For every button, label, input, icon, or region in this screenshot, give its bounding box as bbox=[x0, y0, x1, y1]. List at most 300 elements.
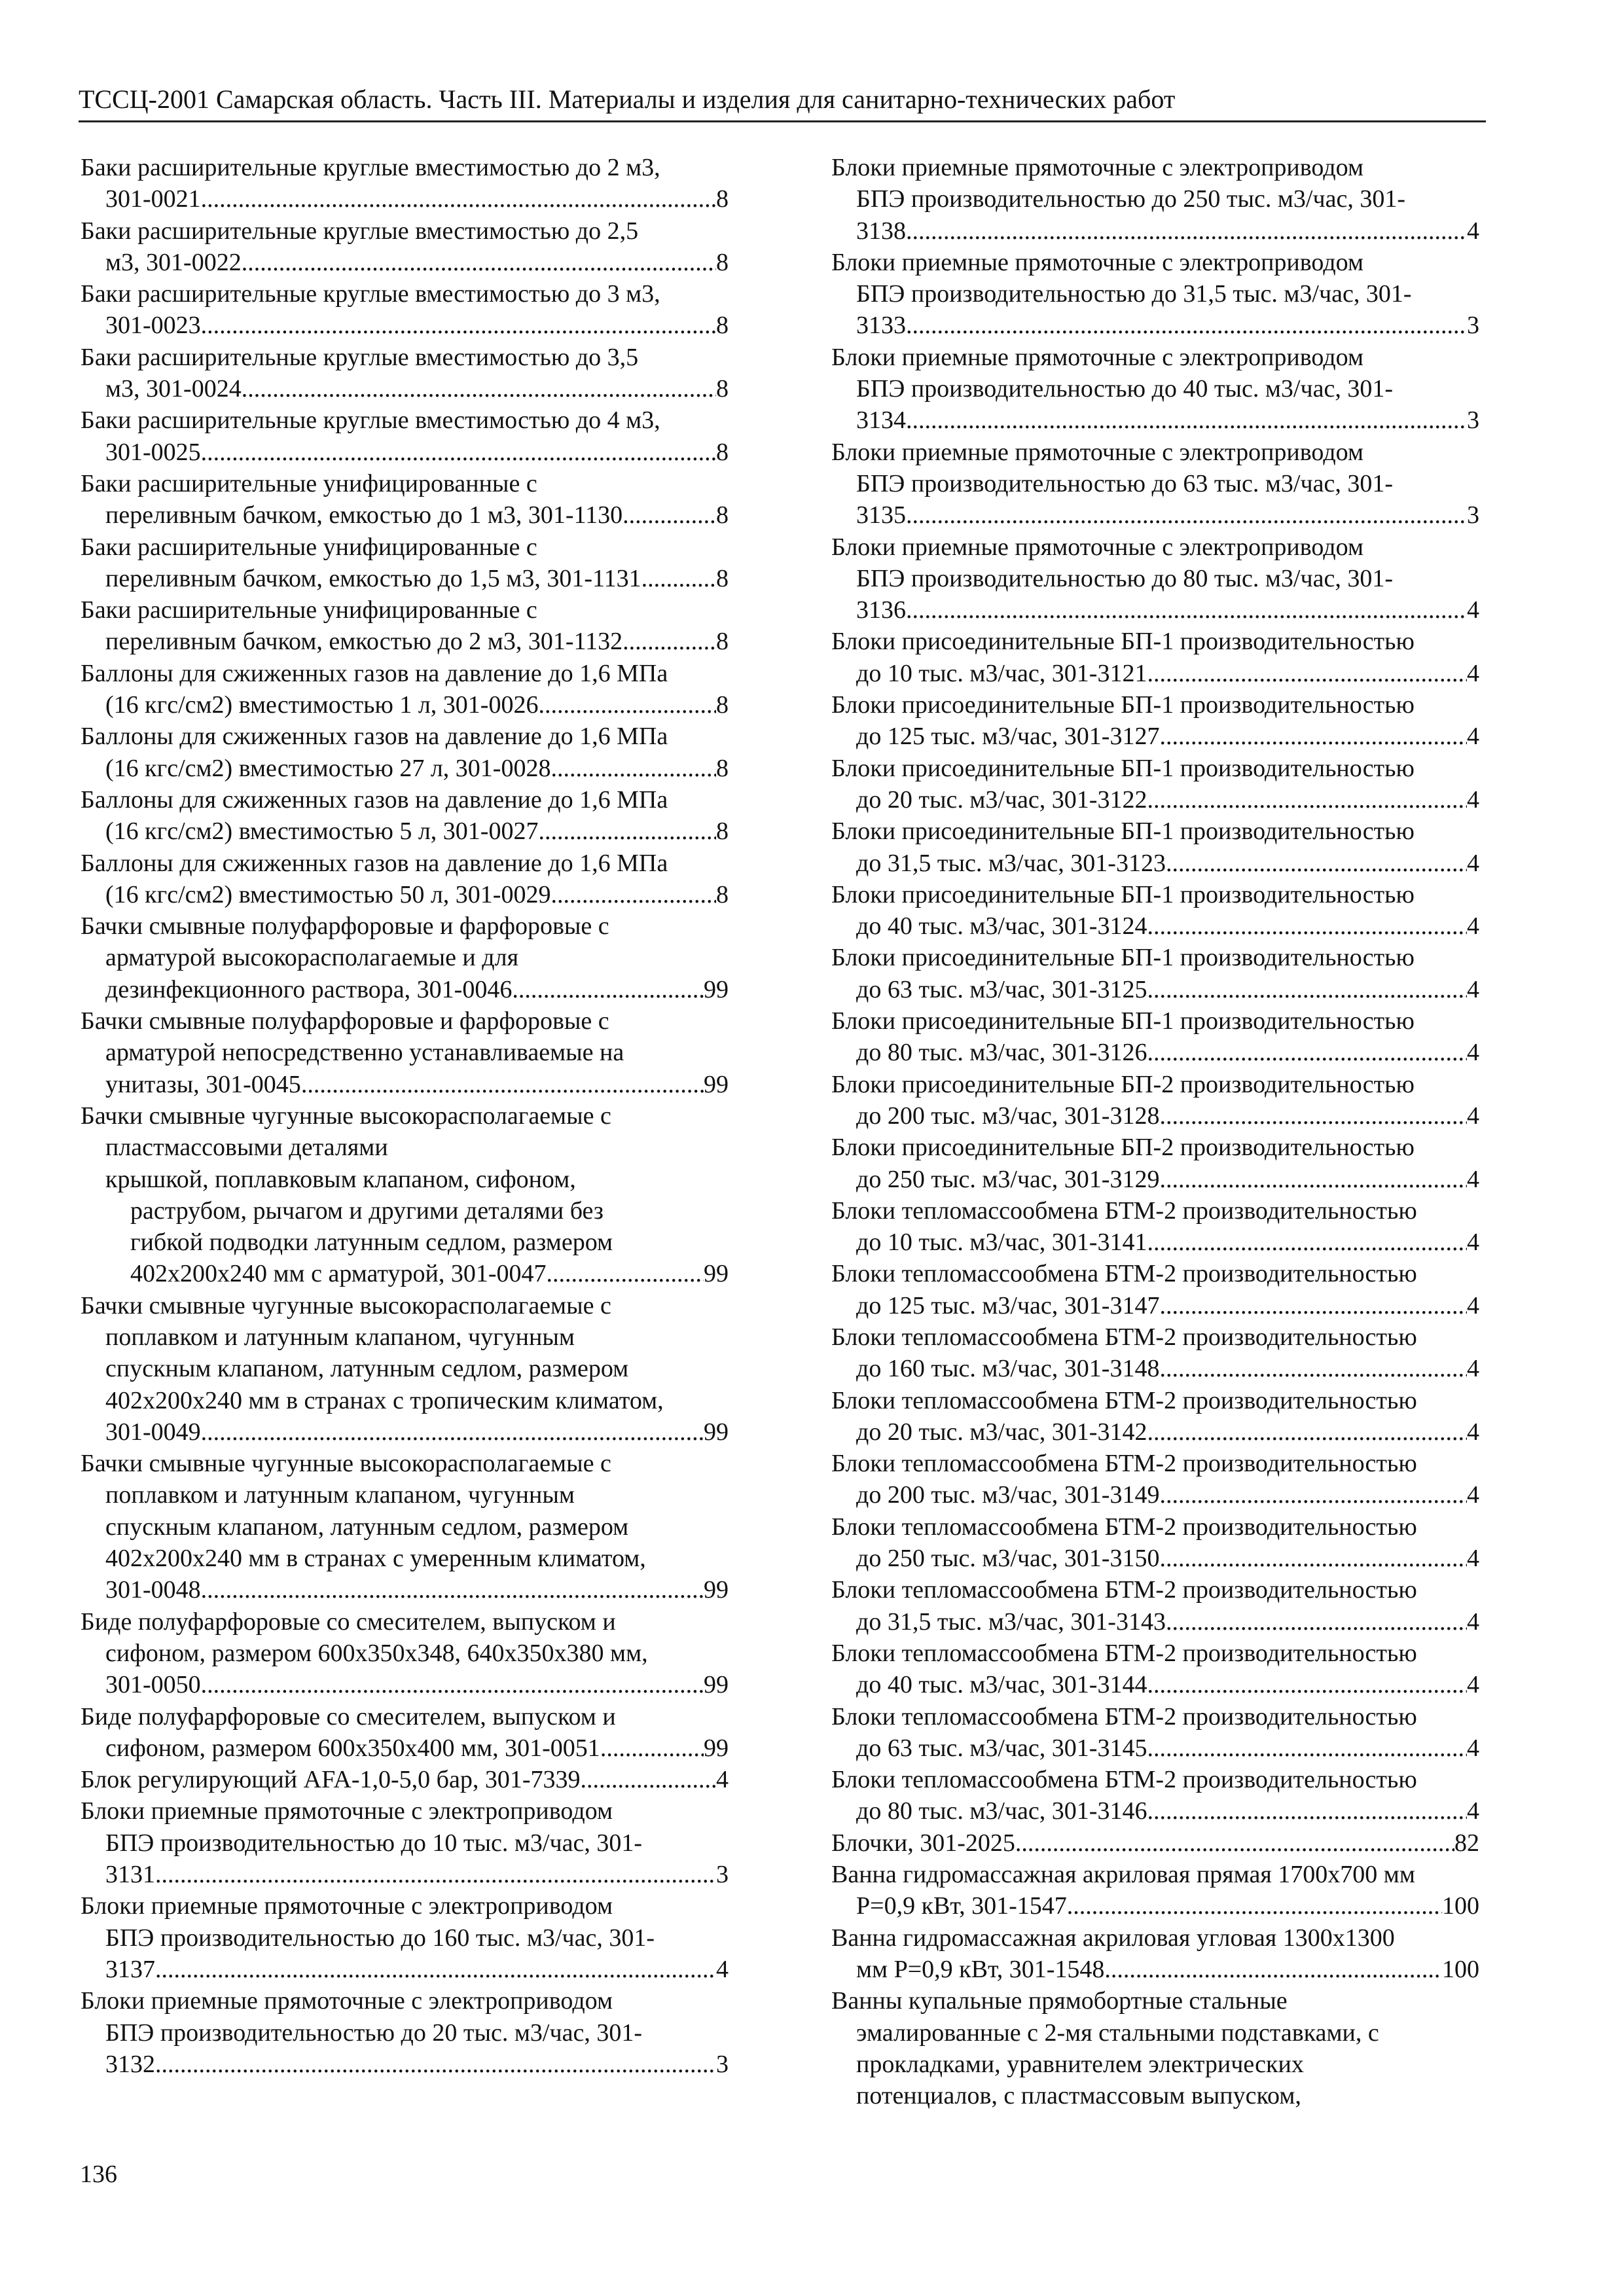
page-ref: 3 bbox=[716, 1861, 729, 1889]
entry-text: до 20 тыс. м3/час, 301-3122 bbox=[856, 785, 1147, 814]
index-entry bbox=[81, 1701, 729, 1765]
page-ref: 8 bbox=[716, 754, 729, 782]
page-ref: 99 bbox=[704, 1671, 729, 1699]
entry-line: Блоки присоединительные БП-1 производительностью bbox=[831, 880, 1415, 908]
index-entry bbox=[831, 1638, 1479, 1701]
index-entry bbox=[81, 1290, 729, 1448]
entry-text: до 80 тыс. м3/час, 301-3126 bbox=[856, 1039, 1147, 1067]
dot-leader bbox=[242, 373, 716, 404]
page-ref: 4 bbox=[716, 1955, 729, 1983]
page-ref: 4 bbox=[1467, 849, 1479, 877]
index-entry bbox=[81, 848, 729, 911]
dot-leader bbox=[550, 879, 716, 910]
page-ref: 4 bbox=[1467, 1418, 1479, 1446]
entry-line: Блоки тепломассообмена БТМ-2 производительностью bbox=[831, 1196, 1417, 1225]
page-ref: 4 bbox=[716, 1766, 729, 1794]
entry-line: Блоки присоединительные БП-1 производительностью bbox=[831, 754, 1415, 782]
entry-line: БПЭ производительностью до 10 тыс. м3/час, 301- bbox=[105, 1829, 642, 1857]
index-entry bbox=[831, 531, 1479, 626]
index-column-right bbox=[831, 152, 1479, 2111]
entry-line-with-page bbox=[81, 1669, 729, 1700]
entry-line: Баки расширительные унифицированные с bbox=[81, 596, 537, 624]
entry-line-with-page bbox=[81, 1069, 729, 1100]
index-entry bbox=[81, 1795, 729, 1890]
index-entry bbox=[81, 594, 729, 658]
entry-text: переливным бачком, емкостью до 1 м3, 301-1130 bbox=[105, 501, 623, 529]
entry-text: 3131 bbox=[105, 1861, 155, 1889]
entry-line: Ванна гидромассажная акриловая прямая 1700x700 мм bbox=[831, 1861, 1415, 1889]
index-entry bbox=[831, 152, 1479, 247]
entry-text: (16 кгс/см2) вместимостью 50 л, 301-0029 bbox=[105, 880, 551, 908]
entry-line: Бачки смывные полуфарфоровые и фарфоровые с bbox=[81, 1007, 609, 1035]
page-ref: 4 bbox=[1467, 1229, 1479, 1257]
entry-line: прокладками, уравнителем электрических bbox=[856, 2050, 1304, 2078]
entry-line-with-page bbox=[81, 879, 729, 910]
entry-line: поплавком и латунным клапаном, чугунным bbox=[105, 1323, 575, 1351]
entry-line: БПЭ производительностью до 250 тыс. м3/час, 301- bbox=[856, 185, 1405, 213]
page-ref: 4 bbox=[1467, 596, 1479, 624]
entry-line-with-page bbox=[831, 1290, 1479, 1321]
dot-leader bbox=[1159, 1353, 1467, 1384]
dot-leader bbox=[201, 1669, 704, 1700]
page-ref: 4 bbox=[1467, 1291, 1479, 1319]
entry-line: Блоки приемные прямоточные с электроприводом bbox=[831, 343, 1363, 371]
entry-line: Блоки тепломассообмена БТМ-2 производительностью bbox=[831, 1386, 1417, 1414]
page-ref: 8 bbox=[716, 817, 729, 846]
page-ref: 82 bbox=[1454, 1829, 1479, 1857]
dot-leader bbox=[906, 499, 1467, 531]
entry-text: (16 кгс/см2) вместимостью 27 л, 301-0028 bbox=[105, 754, 551, 782]
dot-leader bbox=[1166, 848, 1467, 879]
dot-leader bbox=[1166, 1606, 1467, 1638]
page-ref: 99 bbox=[704, 1576, 729, 1604]
entry-line: Блоки присоединительные БП-2 производительностью bbox=[831, 1070, 1415, 1098]
index-entry bbox=[831, 753, 1479, 816]
entry-text: до 160 тыс. м3/час, 301-3148 bbox=[856, 1355, 1160, 1383]
entry-line: Бачки смывные чугунные высокорасполагаемые с bbox=[81, 1450, 611, 1478]
dot-leader bbox=[1147, 910, 1467, 942]
dot-leader bbox=[201, 1574, 704, 1605]
page-ref: 4 bbox=[1467, 1734, 1479, 1762]
index-entry bbox=[81, 531, 729, 595]
page-ref: 4 bbox=[1467, 1102, 1479, 1130]
entry-line-with-page bbox=[81, 1574, 729, 1605]
entry-line: Баллоны для сжиженных газов на давление до 1,6 МПа bbox=[81, 849, 668, 877]
dot-leader bbox=[1159, 1100, 1467, 1132]
entry-text: унитазы, 301-0045 bbox=[105, 1070, 301, 1098]
entry-line: крышкой, поплавковым клапаном, сифоном, bbox=[105, 1165, 576, 1193]
entry-line: 402x200x240 мм в странах с умеренным климатом, bbox=[105, 1545, 646, 1573]
entry-line: Блоки тепломассообмена БТМ-2 производительностью bbox=[831, 1513, 1417, 1541]
index-entry bbox=[81, 468, 729, 531]
page-number: 136 bbox=[80, 2161, 117, 2188]
dot-leader bbox=[550, 753, 716, 784]
page-ref: 4 bbox=[1467, 1671, 1479, 1699]
entry-text: 402x200x240 мм с арматурой, 301-0047 bbox=[130, 1260, 547, 1288]
entry-text: до 63 тыс. м3/час, 301-3125 bbox=[856, 975, 1147, 1003]
index-entry bbox=[81, 342, 729, 405]
entry-line: Блоки присоединительные БП-1 производительностью bbox=[831, 628, 1415, 656]
entry-line-with-page bbox=[81, 1954, 729, 1985]
entry-line: гибкой подводки латунным седлом, размером bbox=[130, 1229, 613, 1257]
entry-line-with-page bbox=[81, 1764, 729, 1795]
entry-text: Блочки, 301-2025 bbox=[831, 1829, 1015, 1857]
entry-line: БПЭ производительностью до 80 тыс. м3/час, 301- bbox=[856, 564, 1393, 592]
entry-line-with-page bbox=[81, 753, 729, 784]
entry-text: 3135 bbox=[856, 501, 906, 529]
entry-text: 3134 bbox=[856, 406, 906, 435]
entry-line: арматурой непосредственно устанавливаемые на bbox=[105, 1039, 624, 1067]
entry-text: до 250 тыс. м3/час, 301-3150 bbox=[856, 1545, 1160, 1573]
dot-leader bbox=[1147, 1037, 1467, 1068]
entry-line: Блоки присоединительные БП-1 производительностью bbox=[831, 691, 1415, 719]
page-ref: 4 bbox=[1467, 1607, 1479, 1636]
page-ref: 99 bbox=[704, 1418, 729, 1446]
page-ref: 4 bbox=[1467, 975, 1479, 1003]
entry-line: Блоки приемные прямоточные с электроприводом bbox=[831, 248, 1363, 276]
dot-leader bbox=[155, 1954, 716, 1985]
entry-text: до 63 тыс. м3/час, 301-3145 bbox=[856, 1734, 1147, 1762]
entry-line: Баки расширительные унифицированные с bbox=[81, 533, 537, 561]
index-entry bbox=[81, 404, 729, 468]
page-ref: 100 bbox=[1442, 1892, 1479, 1920]
page-ref: 99 bbox=[704, 1070, 729, 1098]
index-entry bbox=[81, 1448, 729, 1605]
entry-line: Баллоны для сжиженных газов на давление до 1,6 МПа bbox=[81, 659, 668, 687]
entry-line-with-page bbox=[81, 499, 729, 531]
entry-line: Блоки приемные прямоточные с электроприводом bbox=[831, 154, 1363, 181]
dot-leader bbox=[512, 974, 704, 1005]
entry-text: мм P=0,9 кВт, 301-1548 bbox=[856, 1955, 1105, 1983]
dot-leader bbox=[1147, 1795, 1467, 1827]
entry-line-with-page bbox=[831, 215, 1479, 247]
entry-text: до 10 тыс. м3/час, 301-3141 bbox=[856, 1229, 1147, 1257]
index-entry bbox=[81, 215, 729, 279]
page-ref: 8 bbox=[716, 375, 729, 403]
index-entry bbox=[831, 1985, 1479, 2111]
entry-text: до 31,5 тыс. м3/час, 301-3143 bbox=[856, 1607, 1166, 1636]
dot-leader bbox=[906, 404, 1467, 436]
page-ref: 3 bbox=[1467, 406, 1479, 435]
dot-leader bbox=[1159, 1164, 1467, 1195]
entry-text: 3138 bbox=[856, 217, 906, 245]
page-ref: 3 bbox=[1467, 312, 1479, 340]
entry-text: 3133 bbox=[856, 312, 906, 340]
page-ref: 4 bbox=[1467, 217, 1479, 245]
entry-text: до 125 тыс. м3/час, 301-3147 bbox=[856, 1291, 1160, 1319]
dot-leader bbox=[1147, 1732, 1467, 1764]
entry-text: переливным бачком, емкостью до 1,5 м3, 301-1131 bbox=[105, 564, 641, 592]
page-ref: 4 bbox=[1467, 1797, 1479, 1825]
index-column-left bbox=[81, 152, 729, 2080]
dot-leader bbox=[547, 1258, 704, 1289]
entry-line-with-page bbox=[81, 816, 729, 847]
index-entry bbox=[81, 152, 729, 215]
index-entry bbox=[81, 1100, 729, 1290]
dot-leader bbox=[1147, 784, 1467, 816]
dot-leader bbox=[201, 183, 716, 215]
page-ref: 99 bbox=[704, 1260, 729, 1288]
dot-leader bbox=[201, 310, 716, 341]
entry-line: спускным клапаном, латунным седлом, размером bbox=[105, 1513, 629, 1541]
index-entry bbox=[831, 879, 1479, 942]
entry-line: сифоном, размером 600x350x348, 640x350x380 мм, bbox=[105, 1639, 648, 1667]
page-ref: 100 bbox=[1442, 1955, 1479, 1983]
dot-leader bbox=[1147, 1227, 1467, 1258]
entry-line: Блоки тепломассообмена БТМ-2 производительностью bbox=[831, 1323, 1417, 1351]
page-ref: 8 bbox=[716, 691, 729, 719]
entry-text: м3, 301-0024 bbox=[105, 375, 242, 403]
entry-text: до 125 тыс. м3/час, 301-3127 bbox=[856, 723, 1160, 751]
entry-text: до 200 тыс. м3/час, 301-3149 bbox=[856, 1481, 1160, 1509]
index-entry bbox=[831, 1511, 1479, 1575]
index-entry bbox=[831, 1922, 1479, 1986]
page-ref: 4 bbox=[1467, 659, 1479, 687]
entry-text: 301-0048 bbox=[105, 1576, 201, 1604]
entry-line: Блоки приемные прямоточные с электроприводом bbox=[831, 533, 1363, 561]
index-entry bbox=[831, 342, 1479, 437]
entry-line: Блоки приемные прямоточные с электроприводом bbox=[81, 1987, 613, 2015]
page-ref: 8 bbox=[716, 628, 729, 656]
header-rule bbox=[79, 120, 1486, 122]
page-ref: 3 bbox=[1467, 501, 1479, 529]
page-ref: 4 bbox=[1467, 1481, 1479, 1509]
entry-text: до 20 тыс. м3/час, 301-3142 bbox=[856, 1418, 1147, 1446]
entry-line: Блоки тепломассообмена БТМ-2 производительностью bbox=[831, 1702, 1417, 1731]
entry-line-with-page bbox=[831, 721, 1479, 752]
entry-line: Блоки тепломассообмена БТМ-2 производительностью bbox=[831, 1450, 1417, 1478]
entry-text: 3137 bbox=[105, 1955, 155, 1983]
entry-line-with-page bbox=[831, 310, 1479, 341]
entry-text: 3136 bbox=[856, 596, 906, 624]
entry-text: м3, 301-0022 bbox=[105, 248, 242, 276]
dot-leader bbox=[301, 1069, 704, 1100]
entry-line: БПЭ производительностью до 20 тыс. м3/час, 301- bbox=[105, 2018, 642, 2047]
entry-line-with-page bbox=[831, 1227, 1479, 1258]
entry-line-with-page bbox=[831, 1100, 1479, 1132]
page-ref: 4 bbox=[1467, 1545, 1479, 1573]
entry-line-with-page bbox=[831, 499, 1479, 531]
entry-line-with-page bbox=[81, 689, 729, 721]
entry-text: 301-0023 bbox=[105, 312, 201, 340]
dot-leader bbox=[1015, 1827, 1454, 1859]
entry-line: Блоки присоединительные БП-1 производительностью bbox=[831, 944, 1415, 972]
page-ref: 4 bbox=[1467, 912, 1479, 941]
entry-line: БПЭ производительностью до 160 тыс. м3/час, 301- bbox=[105, 1924, 655, 1952]
entry-text: до 200 тыс. м3/час, 301-3128 bbox=[856, 1102, 1160, 1130]
entry-text: до 250 тыс. м3/час, 301-3129 bbox=[856, 1165, 1160, 1193]
entry-line-with-page bbox=[81, 310, 729, 341]
dot-leader bbox=[155, 1859, 716, 1890]
page-ref: 4 bbox=[1467, 723, 1479, 751]
entry-line: Блоки приемные прямоточные с электроприводом bbox=[81, 1797, 613, 1825]
entry-line: пластмассовыми деталями bbox=[105, 1134, 388, 1162]
running-header: ТССЦ-2001 Самарская область. Часть III. Материалы и изделия для санитарно-технических работ bbox=[79, 84, 1176, 114]
entry-line-with-page bbox=[831, 1353, 1479, 1384]
page-ref: 8 bbox=[716, 438, 729, 466]
entry-line-with-page bbox=[81, 1859, 729, 1890]
entry-text: до 40 тыс. м3/час, 301-3124 bbox=[856, 912, 1147, 941]
entry-line: Блоки тепломассообмена БТМ-2 производительностью bbox=[831, 1260, 1417, 1288]
entry-line-with-page bbox=[831, 848, 1479, 879]
dot-leader bbox=[155, 2049, 716, 2080]
entry-line-with-page bbox=[831, 1669, 1479, 1700]
entry-line: Блоки присоединительные БП-1 производительностью bbox=[831, 1007, 1415, 1035]
entry-text: 301-0050 bbox=[105, 1671, 201, 1699]
entry-text: переливным бачком, емкостью до 2 м3, 301-1132 bbox=[105, 628, 623, 656]
entry-line-with-page bbox=[831, 1416, 1479, 1448]
index-entry bbox=[831, 1321, 1479, 1385]
dot-leader bbox=[1159, 1479, 1467, 1511]
entry-text: P=0,9 кВт, 301-1547 bbox=[856, 1892, 1067, 1920]
entry-line-with-page bbox=[81, 1416, 729, 1448]
entry-line: БПЭ производительностью до 63 тыс. м3/час, 301- bbox=[856, 469, 1393, 497]
entry-line: Блоки приемные прямоточные с электроприводом bbox=[81, 1892, 613, 1920]
entry-line-with-page bbox=[81, 1258, 729, 1289]
page-ref: 8 bbox=[716, 248, 729, 276]
entry-line-with-page bbox=[831, 1037, 1479, 1068]
entry-text: до 80 тыс. м3/час, 301-3146 bbox=[856, 1797, 1147, 1825]
page-ref: 8 bbox=[716, 501, 729, 529]
entry-line-with-page bbox=[831, 1606, 1479, 1638]
entry-line-with-page bbox=[81, 626, 729, 657]
entry-line: БПЭ производительностью до 31,5 тыс. м3/час, 301- bbox=[856, 280, 1412, 308]
page-ref: 8 bbox=[716, 312, 729, 340]
dot-leader bbox=[1159, 1543, 1467, 1574]
entry-line: Ванна гидромассажная акриловая угловая 1300x1300 bbox=[831, 1924, 1395, 1952]
index-entry bbox=[831, 1069, 1479, 1132]
page-ref: 4 bbox=[1467, 1355, 1479, 1383]
entry-text: до 10 тыс. м3/час, 301-3121 bbox=[856, 659, 1147, 687]
entry-line-with-page bbox=[831, 1954, 1479, 1985]
index-entry bbox=[81, 1985, 729, 2080]
dot-leader bbox=[1147, 974, 1467, 1005]
entry-line: Блоки тепломассообмена БТМ-2 производительностью bbox=[831, 1576, 1417, 1604]
index-entry bbox=[81, 1005, 729, 1100]
index-entry bbox=[831, 816, 1479, 879]
entry-line: Блоки тепломассообмена БТМ-2 производительностью bbox=[831, 1639, 1417, 1667]
dot-leader bbox=[623, 499, 716, 531]
dot-leader bbox=[906, 310, 1467, 341]
entry-line: Баки расширительные круглые вместимостью до 3,5 bbox=[81, 343, 639, 371]
index-entry bbox=[831, 1859, 1479, 1922]
dot-leader bbox=[1147, 1669, 1467, 1700]
entry-text: до 31,5 тыс. м3/час, 301-3123 bbox=[856, 849, 1166, 877]
entry-text: сифоном, размером 600x350x400 мм, 301-0051 bbox=[105, 1734, 600, 1762]
page-ref: 8 bbox=[716, 185, 729, 213]
entry-line: Баки расширительные унифицированные с bbox=[81, 469, 537, 497]
page-ref: 3 bbox=[716, 2050, 729, 2078]
entry-line-with-page bbox=[81, 1732, 729, 1764]
entry-line: Бачки смывные чугунные высокорасполагаемые с bbox=[81, 1291, 611, 1319]
dot-leader bbox=[1159, 1290, 1467, 1321]
entry-line: поплавком и латунным клапаном, чугунным bbox=[105, 1481, 575, 1509]
entry-line-with-page bbox=[81, 2049, 729, 2080]
page-ref: 8 bbox=[716, 880, 729, 908]
dot-leader bbox=[600, 1732, 704, 1764]
index-entry bbox=[81, 721, 729, 784]
entry-line-with-page bbox=[831, 658, 1479, 689]
entry-line: Биде полуфарфоровые со смесителем, выпуском и bbox=[81, 1607, 616, 1636]
index-entry bbox=[831, 1701, 1479, 1765]
entry-line-with-page bbox=[831, 1795, 1479, 1827]
entry-line-with-page bbox=[831, 910, 1479, 942]
index-entry bbox=[831, 1132, 1479, 1195]
page-ref: 8 bbox=[716, 564, 729, 592]
index-entry bbox=[81, 278, 729, 342]
dot-leader bbox=[906, 594, 1467, 626]
index-entry bbox=[831, 1258, 1479, 1321]
dot-leader bbox=[201, 1416, 704, 1448]
dot-leader bbox=[1067, 1890, 1442, 1922]
entry-line: Бачки смывные полуфарфоровые и фарфоровые с bbox=[81, 912, 609, 941]
entry-text: 3132 bbox=[105, 2050, 155, 2078]
page-ref: 99 bbox=[704, 1734, 729, 1762]
index-entry bbox=[831, 1764, 1479, 1827]
entry-line: Блоки тепломассообмена БТМ-2 производительностью bbox=[831, 1766, 1417, 1794]
dot-leader bbox=[201, 437, 716, 468]
dot-leader bbox=[538, 816, 716, 847]
dot-leader bbox=[906, 215, 1467, 247]
entry-line-with-page bbox=[831, 1164, 1479, 1195]
index-entry bbox=[831, 1385, 1479, 1448]
index-entry bbox=[831, 689, 1479, 753]
entry-line-with-page bbox=[831, 404, 1479, 436]
entry-line: Баллоны для сжиженных газов на давление до 1,6 МПа bbox=[81, 785, 668, 814]
entry-text: Блок регулирующий AFA-1,0-5,0 бар, 301-7339 bbox=[81, 1766, 581, 1794]
index-entry bbox=[81, 1890, 729, 1985]
entry-line-with-page bbox=[81, 373, 729, 404]
entry-line-with-page bbox=[81, 183, 729, 215]
entry-text: до 40 тыс. м3/час, 301-3144 bbox=[856, 1671, 1147, 1699]
page-ref: 99 bbox=[704, 975, 729, 1003]
index-entry bbox=[831, 1195, 1479, 1259]
entry-line: Баки расширительные круглые вместимостью до 2,5 bbox=[81, 217, 639, 245]
dot-leader bbox=[1147, 1416, 1467, 1448]
entry-line: Ванны купальные прямобортные стальные bbox=[831, 1987, 1288, 2015]
entry-line-with-page bbox=[81, 563, 729, 594]
index-entry bbox=[81, 658, 729, 721]
entry-line: эмалированные с 2-мя стальными подставками, с bbox=[856, 2018, 1379, 2047]
entry-line: 402x200x240 мм в странах с тропическим климатом, bbox=[105, 1386, 664, 1414]
entry-line: БПЭ производительностью до 40 тыс. м3/час, 301- bbox=[856, 375, 1393, 403]
entry-line-with-page bbox=[831, 594, 1479, 626]
entry-line: Баки расширительные круглые вместимостью до 4 м3, bbox=[81, 406, 660, 435]
dot-leader bbox=[641, 563, 716, 594]
dot-leader bbox=[581, 1764, 716, 1795]
index-entry bbox=[81, 910, 729, 1005]
entry-line-with-page bbox=[831, 1890, 1479, 1922]
entry-text: дезинфекционного раствора, 301-0046 bbox=[105, 975, 513, 1003]
entry-line-with-page bbox=[831, 784, 1479, 816]
entry-line: потенциалов, с пластмассовым выпуском, bbox=[856, 2082, 1301, 2110]
entry-line: Бачки смывные чугунные высокорасполагаемые с bbox=[81, 1102, 611, 1130]
dot-leader bbox=[1147, 658, 1467, 689]
index-entry bbox=[831, 247, 1479, 342]
page-ref: 4 bbox=[1467, 1165, 1479, 1193]
page-ref: 4 bbox=[1467, 785, 1479, 814]
entry-line-with-page bbox=[831, 1543, 1479, 1574]
entry-line: Блоки приемные прямоточные с электроприводом bbox=[831, 438, 1363, 466]
index-entry bbox=[831, 437, 1479, 531]
entry-line: спускным клапаном, латунным седлом, размером bbox=[105, 1355, 629, 1383]
entry-line: арматурой высокорасполагаемые и для bbox=[105, 944, 519, 972]
entry-line: раструбом, рычагом и другими деталями без bbox=[130, 1196, 604, 1225]
entry-line: Блоки присоединительные БП-1 производительностью bbox=[831, 817, 1415, 846]
index-entry bbox=[81, 784, 729, 848]
entry-line-with-page bbox=[81, 974, 729, 1005]
entry-line: Биде полуфарфоровые со смесителем, выпуском и bbox=[81, 1702, 616, 1731]
